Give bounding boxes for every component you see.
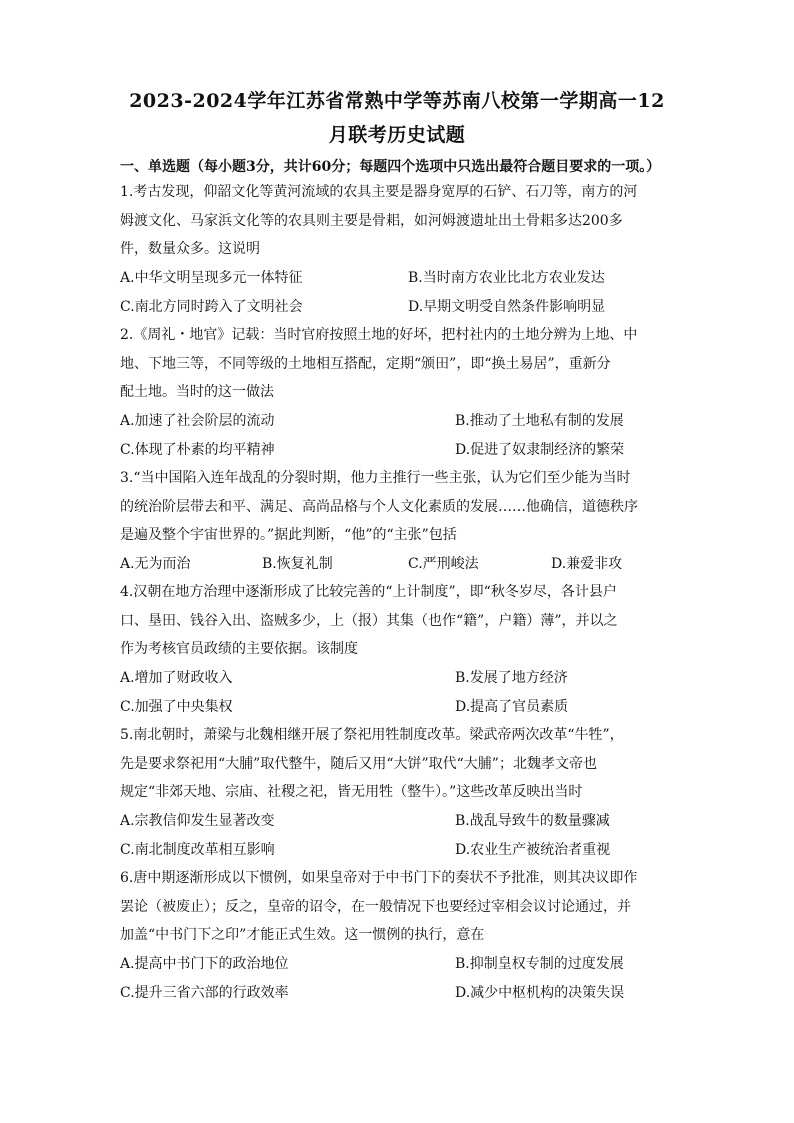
- question-1: [120, 178, 676, 264]
- question-5-option-b[interactable]: B.战乱导致牛的数量骤减: [455, 813, 610, 829]
- question-5-option-a[interactable]: A.宗教信仰发生显著改变: [120, 813, 275, 829]
- question-2-option-c[interactable]: C.体现了朴素的均平精神: [120, 441, 275, 458]
- question-3-option-b[interactable]: B.恢复礼制: [262, 556, 333, 572]
- question-3-line-3: 是遍及整个宇宙世界的。”据此判断，“他”的“主张”包括: [120, 527, 457, 543]
- question-5-option-c[interactable]: C.南北制度改革相互影响: [120, 841, 275, 858]
- question-4-option-d[interactable]: D.提高了官员素质: [455, 698, 569, 715]
- question-3-options: [120, 550, 680, 579]
- question-1-option-d[interactable]: D.早期文明受自然条件影响明显: [408, 298, 606, 315]
- question-5-line-2: 先是要求祭祀用“大脯”取代整牛，随后又用“大饼”取代“大脯”；北魏孝文帝也: [120, 755, 597, 772]
- question-4-line-2: 口、垦田、钱谷入出、盗贼多少，上（报）其集（也作“籍”，户籍）薄”，并以之: [120, 612, 618, 629]
- question-1-option-b[interactable]: B.当时南方农业比北方农业发达: [408, 270, 605, 286]
- question-1-options: [120, 264, 680, 321]
- question-4-line-1: 4.汉朝在地方治理中逐渐形成了比较完善的“上计制度”，即“秋冬岁尽，各计县户: [120, 584, 617, 600]
- question-2-line-2: 地、下地三等，不同等级的土地相互搭配，定期“颁田”，即“换土易居”，重新分: [120, 355, 611, 372]
- question-2-option-a[interactable]: A.加速了社会阶层的流动: [120, 413, 275, 429]
- question-4-options: [120, 664, 680, 721]
- question-4-option-c[interactable]: C.加强了中央集权: [120, 698, 233, 715]
- question-4: [120, 578, 676, 664]
- question-6-options: [120, 950, 680, 1007]
- question-4-option-a[interactable]: A.增加了财政收入: [120, 670, 233, 686]
- question-6-line-1: 6.唐中期逐渐形成以下惯例，如果皇帝对于中书门下的奏状不予批准，则其决议即作: [120, 870, 638, 886]
- question-6-line-3: 加盖“中书门下之印”才能正式生效。这一惯例的执行，意在: [120, 927, 485, 943]
- question-3-line-1: 3.“当中国陷入连年战乱的分裂时期，他力主推行一些主张，认为它们至少能为当时: [120, 470, 631, 486]
- question-6-option-a[interactable]: A.提高中书门下的政治地位: [120, 956, 289, 972]
- question-1-option-c[interactable]: C.南北方同时跨入了文明社会: [120, 298, 303, 315]
- question-3-line-2: 的统治阶层带去和平、满足、高尚品格与个人文化素质的发展……他确信，道德秩序: [120, 498, 638, 515]
- exam-title-line1: 2023-2024学年江苏省常熟中学等苏南八校第一学期高一12: [129, 90, 665, 112]
- question-2: [120, 321, 676, 407]
- question-6: [120, 864, 676, 950]
- question-6-option-d[interactable]: D.减少中枢机构的决策失误: [455, 984, 625, 1001]
- question-1-line-2: 姆渡文化、马家浜文化等的农具则主要是骨耜，如河姆渡遗址出土骨耜多达200多: [120, 212, 623, 229]
- question-5-line-3: 规定“非郊天地、宗庙、社稷之祀，皆无用牲（整牛）。”这些改革反映出当时: [120, 784, 583, 800]
- question-4-line-3: 作为考核官员政绩的主要依据。该制度: [120, 641, 358, 657]
- question-3-option-a[interactable]: A.无为而治: [120, 556, 191, 572]
- section-heading: 一、单选题（每小题3分，共计60分；每题四个选项中只选出最符合题目要求的一项。）: [120, 159, 661, 175]
- question-2-options: [120, 407, 680, 464]
- question-6-option-c[interactable]: C.提升三省六部的行政效率: [120, 984, 289, 1001]
- question-3-option-c[interactable]: C.严刑峻法: [408, 556, 479, 572]
- question-5: [120, 721, 676, 807]
- question-2-line-1: 2.《周礼・地官》记载：当时官府按照土地的好坏，把村社内的土地分辨为上地、中: [120, 327, 638, 343]
- question-5-option-d[interactable]: D.农业生产被统治者重视: [455, 841, 611, 858]
- question-3: [120, 464, 676, 550]
- question-1-line-3: 件，数量众多。这说明: [120, 241, 260, 257]
- question-2-line-3: 配土地。当时的这一做法: [120, 384, 274, 400]
- question-1-line-1: 1.考古发现，仰韶文化等黄河流域的农具主要是器身宽厚的石铲、石刀等，南方的河: [120, 184, 638, 200]
- question-1-option-a[interactable]: A.中华文明呈现多元一体特征: [120, 270, 303, 286]
- question-5-options: [120, 807, 680, 864]
- question-6-option-b[interactable]: B.抑制皇权专制的过度发展: [455, 956, 624, 972]
- question-2-option-d[interactable]: D.促进了奴隶制经济的繁荣: [455, 441, 625, 458]
- exam-title-line2: 月联考历史试题: [328, 124, 466, 146]
- question-6-line-2: 罢论（被废止）；反之，皇帝的诏令，在一般情况下也要经过宰相会议讨论通过，并: [120, 898, 631, 915]
- question-3-option-d[interactable]: D.兼爱非攻: [551, 556, 623, 572]
- question-2-option-b[interactable]: B.推动了土地私有制的发展: [455, 413, 624, 429]
- question-5-line-1: 5.南北朝时，萧梁与北魏相继开展了祭祀用牲制度改革。梁武帝两次改革“牛牲”，: [120, 727, 624, 743]
- question-4-option-b[interactable]: B.发展了地方经济: [455, 670, 568, 686]
